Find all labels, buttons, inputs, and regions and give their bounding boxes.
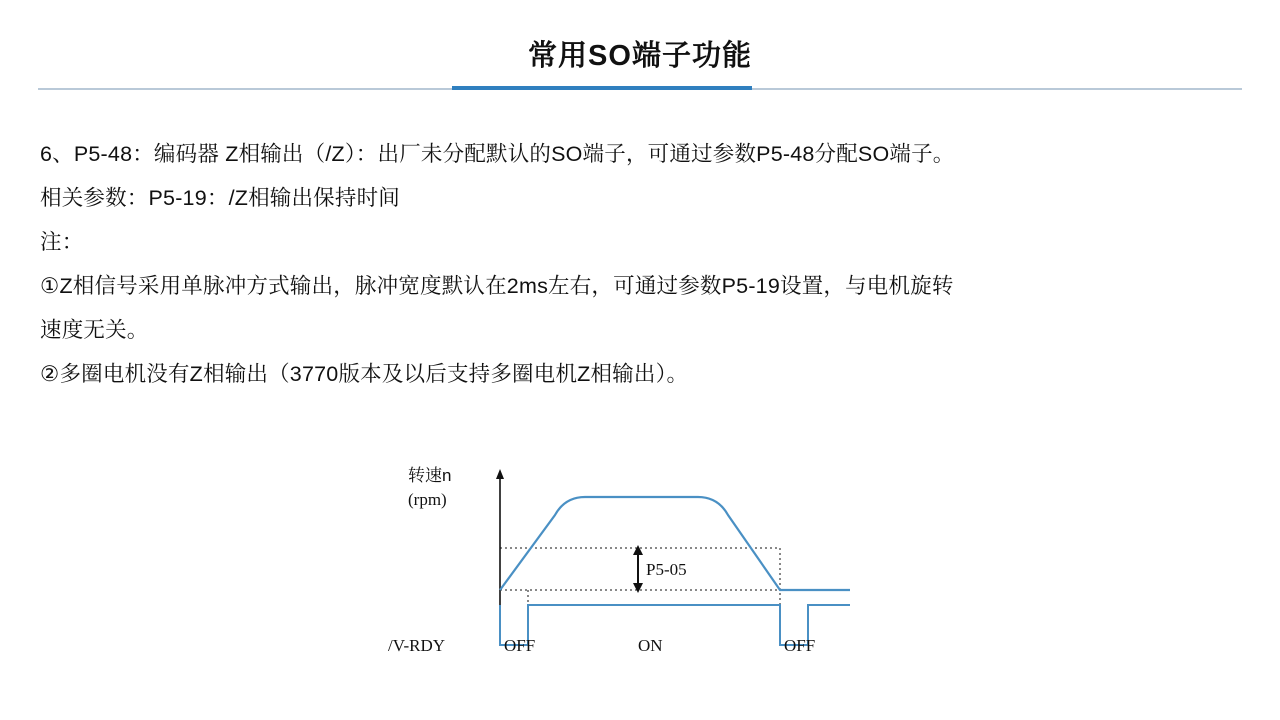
p505-arrow-down-icon bbox=[633, 583, 643, 593]
paragraph-4: ①Z相信号采用单脉冲方式输出，脉冲宽度默认在2ms左右，可通过参数P5-19设置，与电机旋转 bbox=[40, 274, 954, 298]
p505-arrow-up-icon bbox=[633, 545, 643, 555]
state-on: ON bbox=[638, 636, 663, 655]
y-axis-label-line2: (rpm) bbox=[408, 490, 447, 509]
speed-timing-diagram bbox=[380, 455, 900, 685]
paragraph-1: 6、P5-48：编码器 Z相输出（/Z）：出厂未分配默认的SO端子，可通过参数P5-48分配SO端子。 bbox=[40, 142, 955, 166]
y-axis-label-line1: 转速n bbox=[408, 466, 452, 485]
title-container bbox=[0, 38, 1280, 74]
state-off-right: OFF bbox=[784, 636, 816, 655]
paragraph-5: 速度无关。 bbox=[40, 318, 149, 342]
p505-label: P5-05 bbox=[646, 560, 687, 579]
paragraph-6: ②多圈电机没有Z相输出（3770版本及以后支持多圈电机Z相输出）。 bbox=[40, 362, 689, 386]
page-title: 常用SO端子功能 bbox=[528, 40, 752, 72]
vrdy-signal-label: /V-RDY bbox=[388, 636, 445, 655]
paragraph-3: 注： bbox=[40, 230, 84, 254]
body-text bbox=[40, 132, 1250, 396]
y-axis-arrow-icon bbox=[496, 469, 504, 479]
state-off-left: OFF bbox=[504, 636, 536, 655]
title-accent-bar bbox=[452, 86, 752, 90]
paragraph-2: 相关参数：P5-19：/Z相输出保持时间 bbox=[40, 186, 400, 210]
